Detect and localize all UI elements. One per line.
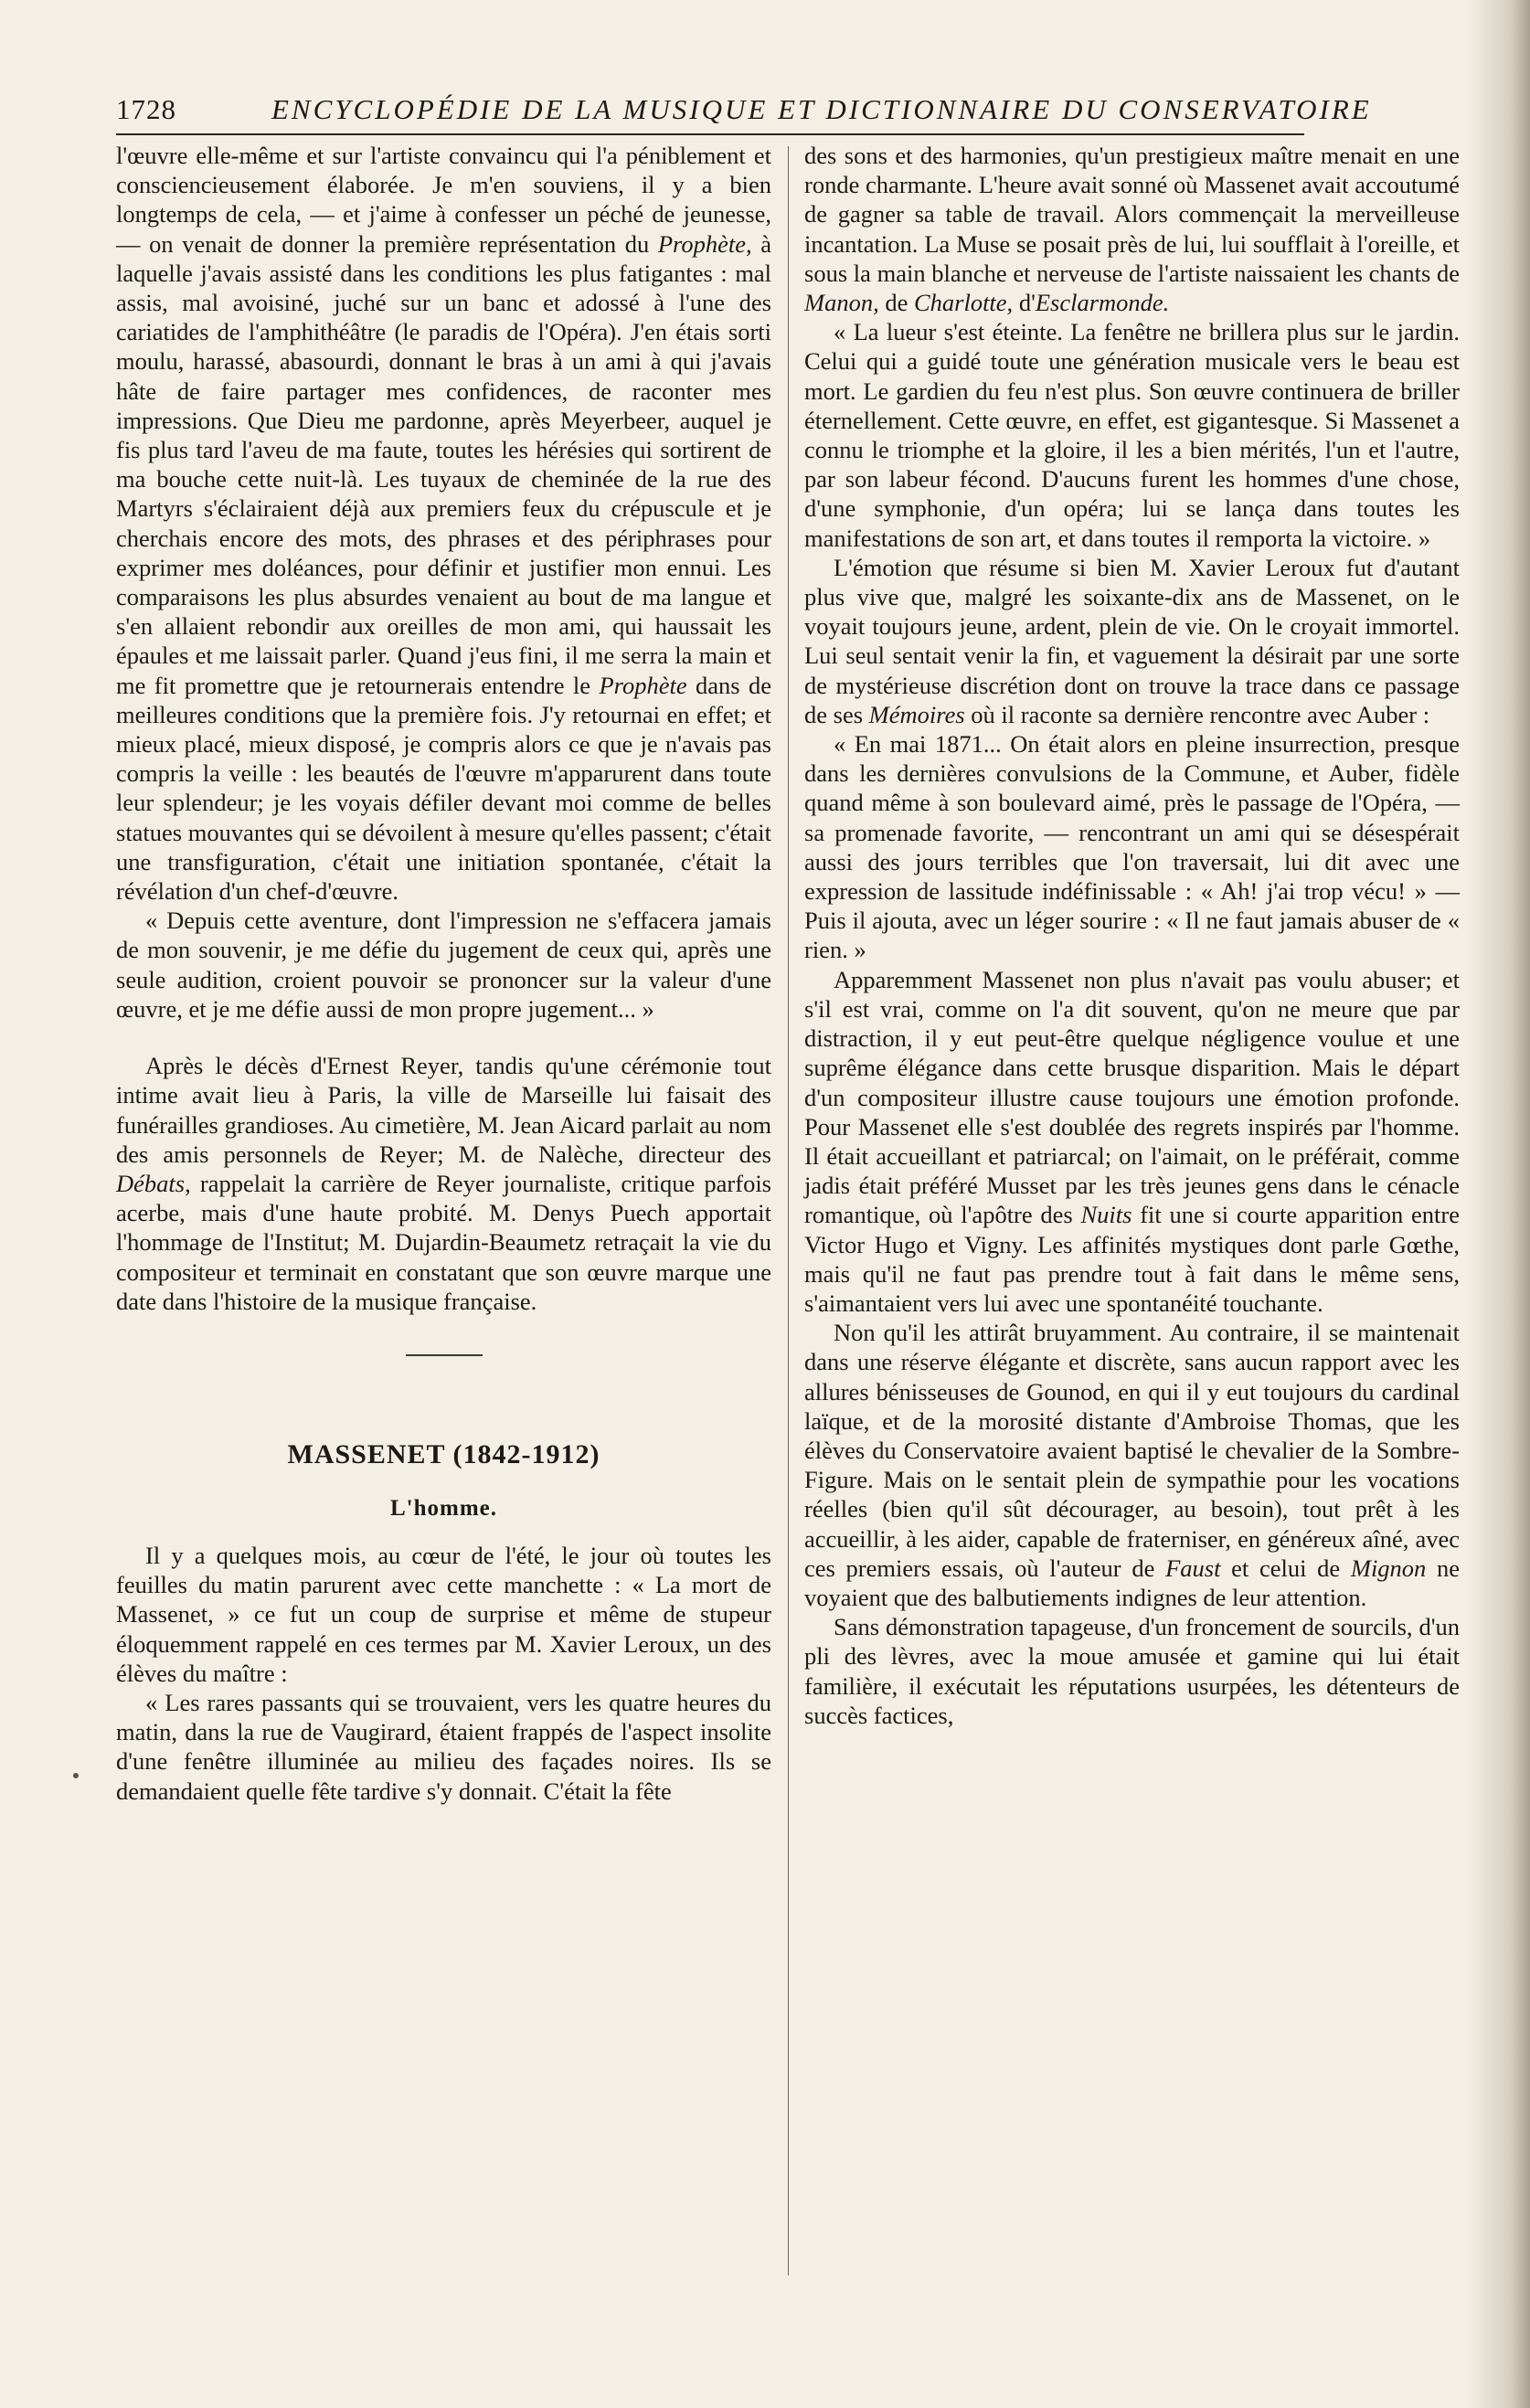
paragraph: « Les rares passants qui se trouvaient, vers les quatre heures du matin, dans la rue de Vaugirard, étaient frappés de l'aspect insolite d'une fenêtre illuminée au milieu des façades noires. Ils se demandaient quelle fête tardive s'y donnait. C'était la fête xyxy=(116,1688,771,1805)
paragraph: Sans démonstration tapageuse, d'un froncement de sourcils, d'un pli des lèvres, avec la moue amusée et gamine qui lui était familière, il exécutait les réputations usurpées, les détenteurs de succès factices, xyxy=(804,1613,1460,1729)
section-separator xyxy=(406,1354,483,1356)
paragraph: L'émotion que résume si bien M. Xavier Leroux fut d'autant plus vive que, malgré les soixante-dix ans de Massenet, on le voyait toujours jeune, ardent, plein de vie. On le croyait immortel. Lui seul sentait venir la fin, et vaguement la désirait par une sorte de mystérieuse discrétion dont on trouve la trace dans ce passage de ses Mémoires où il raconte sa dernière rencontre avec Auber : xyxy=(804,553,1460,728)
running-title: ENCYCLOPÉDIE DE LA MUSIQUE ET DICTIONNAIRE DU CONSERVATOIRE xyxy=(271,93,1372,125)
paragraph: Non qu'il les attirât bruyamment. Au contraire, il se maintenait dans une réserve élégante et discrète, sans aucun rapport avec les allures bénisseuses de Gounod, en qui il y eut toujours du cardinal laïque, et de la morosité distante d'Ambroise Thomas, que les élèves du Conservatoire avaient baptisé le chevalier de la Sombre-Figure. Mais on le sentait plein de sympathie pour les vocations réelles (bien qu'il sût décourager, au besoin), tout prêt à les accueillir, à les aider, capable de fraterniser, en généreux aîné, avec ces premiers essais, où l'auteur de Faust et celui de Mignon ne voyaient que des balbutiements indignes de leur attention. xyxy=(804,1319,1461,1611)
paragraph: Il y a quelques mois, au cœur de l'été, le jour où toutes les feuilles du matin parurent avec cette manchette : « La mort de Massenet, » ce fut un coup de surprise et même de stupeur éloquemment rappelé en ces termes par M. Xavier Leroux, un des élèves du maître : xyxy=(116,1541,771,1687)
column-divider xyxy=(788,146,789,2275)
right-column xyxy=(804,141,1460,1730)
paragraph: « En mai 1871... On était alors en pleine insurrection, presque dans les dernières convulsions de la Commune, et Auber, fidèle quand même à son boulevard aimé, près le passage de l'Opéra, — sa promenade favorite, — rencontrant un ami qui se désespérait aussi des jours terribles que l'on traversait, lui dit avec une expression de lassitude indéfinissable : « Ah! j'ai trop vécu! » — Puis il ajouta, avec un léger sourire : « Il ne faut jamais abuser de « rien. » xyxy=(804,730,1460,964)
page-number: 1728 xyxy=(116,93,176,125)
paragraph: « Depuis cette aventure, dont l'impression ne s'effacera jamais de mon souvenir, je me défie du jugement de ceux qui, après une seule audition, croient pouvoir se prononcer sur la valeur d'une œuvre, et je me défie aussi de mon propre jugement... » xyxy=(116,907,771,1023)
page-edge-shadow xyxy=(1466,0,1530,2408)
paragraph: Apparemment Massenet non plus n'avait pas voulu abuser; et s'il est vrai, comme on l'a dit souvent, qu'on ne meure que par distraction, il y eut peut-être quelque négligence voulue et une suprême élégance dans cette brusque disparition. Mais le départ d'un compositeur illustre cause toujours une émotion profonde. Pour Massenet elle s'est doublée des regrets inspirés par l'homme. Il était accueillant et patriarcal; on l'aimait, on le préférait, comme jadis était préféré Musset par les très jeunes gens dans le cénacle romantique, où l'apôtre des Nuits fit une si courte apparition entre Victor Hugo et Vigny. Les affinités mystiques dont parle Gœthe, mais qu'il ne faut pas prendre tout à fait dans le même sens, s'aimantaient vers lui avec une spontanéité touchante. xyxy=(804,965,1461,1317)
section-subtitle: L'homme. xyxy=(389,1495,498,1521)
running-header xyxy=(116,93,1372,126)
margin-dot xyxy=(73,1773,79,1778)
header-rule xyxy=(116,133,1304,135)
paragraph: Après le décès d'Ernest Reyer, tandis qu'une cérémonie tout intime avait lieu à Paris, la ville de Marseille lui faisait des funérailles grandioses. Au cimetière, M. Jean Aicard parlait au nom des amis personnels de Reyer; M. de Nalèche, directeur des Débats, rappelait la carrière de Reyer journaliste, critique parfois acerbe, mais d'une haute probité. M. Denys Puech apportait l'hommage de l'Institut; M. Dujardin-Beaumetz retraçait la vie du compositeur et terminait en constatant que son œuvre marque une date dans l'histoire de la musique française. xyxy=(116,1052,771,1315)
left-column xyxy=(116,141,771,1806)
paragraph: « La lueur s'est éteinte. La fenêtre ne brillera plus sur le jardin. Celui qui a guidé toute une génération musicale vers le beau est mort. Le gardien du feu n'est plus. Son œuvre continuera de briller éternellement. Cette œuvre, en effet, est gigantesque. Si Massenet a connu le triomphe et la gloire, il les a bien mérités, l'un et l'autre, par son labeur fécond. D'aucuns furent les hommes d'une chose, d'une symphonie, d'un opéra; lui se lança dans toutes les manifestations de son art, et dans toutes il remporta la victoire. » xyxy=(804,318,1460,552)
paragraph: l'œuvre elle-même et sur l'artiste convaincu qui l'a péniblement et consciencieusement élaborée. Je m'en souviens, il y a bien longtemps de cela, — et j'aime à confesser un péché de jeunesse, — on venait de donner la première représentation du Prophète, à laquelle j'avais assisté dans les conditions les plus fatigantes : mal assis, mal avoisiné, juché sur un banc et adossé à l'une des cariatides de l'amphithéâtre (le paradis de l'Opéra). J'en étais sorti moulu, harassé, abasourdi, donnant le bras à un ami à qui j'avais hâte de faire partager mes confidences, de raconter mes impressions. Que Dieu me pardonne, après Meyerbeer, auquel je fis plus tard l'aveu de ma faute, toutes les hérésies qui sortirent de ma bouche cette nuit-là. Les tuyaux de cheminée de la rue des Martyrs s'éclairaient déjà aux premiers feux du crépuscule et je cherchais encore des mots, des phrases et des périphrases pour exprimer mes doléances, pour définir et justifier mon ennui. Les comparaisons les plus absurdes venaient au bout de ma langue et s'en allaient rebondir aux oreilles de mon ami, qui haussait les épaules et me laissait parler. Quand j'eus fini, il me serra la main et me fit promettre que je retournerais entendre le Prophète dans de meilleures conditions que la première fois. J'y retournai en effet; et mieux placé, mieux disposé, je compris alors ce que je n'avais pas compris la veille : les beautés de l'œuvre m'apparurent dans toute leur splendeur; je les voyais défiler devant moi comme de belles statues mouvantes qui se dévoilent à mesure qu'elles passent; c'était une transfiguration, c'était une initiation spontanée, c'était la révélation d'un chef-d'œuvre. xyxy=(116,142,772,906)
paragraph: des sons et des harmonies, qu'un prestigieux maître menait en une ronde charmante. L'heure avait sonné où Massenet avait accoutumé de gagner sa table de travail. Alors commençait la merveilleuse incantation. La Muse se posait près de lui, lui soufflait à l'oreille, et sous la main blanche et nerveuse de l'artiste naissaient les chants de Manon, de Charlotte, d'Esclarmonde. xyxy=(804,142,1460,317)
section-title: MASSENET (1842-1912) xyxy=(287,1438,600,1469)
